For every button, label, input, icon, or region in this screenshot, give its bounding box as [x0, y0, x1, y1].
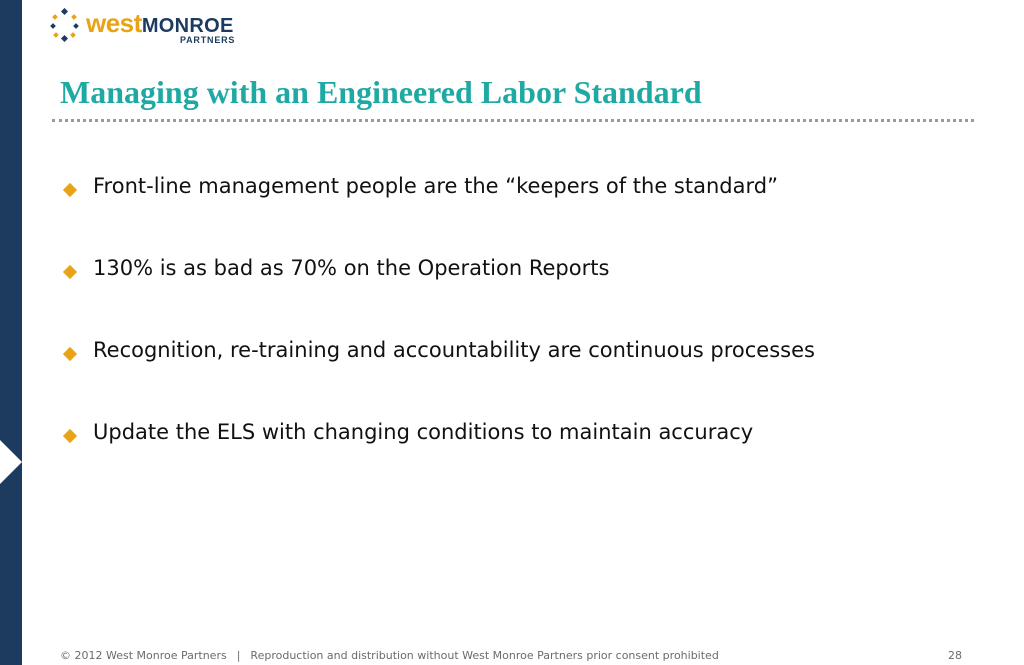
diamond-bullet-icon [63, 265, 77, 279]
bullet-text: 130% is as bad as 70% on the Operation Reports [93, 256, 610, 280]
diamond-bullet-icon [63, 183, 77, 197]
logo-west: west [86, 8, 142, 38]
bullet-text: Recognition, re-training and accountability are continuous processes [93, 338, 815, 362]
diamond-bullet-icon [63, 347, 77, 361]
footer-copyright: © 2012 West Monroe Partners [60, 649, 227, 662]
logo-dots-icon [50, 8, 80, 42]
title-divider [52, 119, 974, 122]
logo-monroe: MONROE [141, 15, 234, 37]
bullet-text: Update the ELS with changing conditions to maintain accuracy [93, 420, 754, 444]
slide-title: Managing with an Engineered Labor Standard [60, 74, 702, 110]
side-bar-notch [0, 440, 22, 484]
diamond-bullet-icon [63, 429, 77, 443]
logo-partners: PARTNERS [180, 35, 236, 45]
footer-notice: Reproduction and distribution without West Monroe Partners prior consent prohibited [250, 649, 719, 662]
footer [60, 649, 719, 662]
bullet-text: Front-line management people are the “keepers of the standard” [93, 174, 778, 198]
footer-separator: | [236, 649, 241, 662]
page-number: 28 [948, 649, 962, 662]
side-bar [0, 0, 22, 665]
company-logo [50, 8, 250, 44]
